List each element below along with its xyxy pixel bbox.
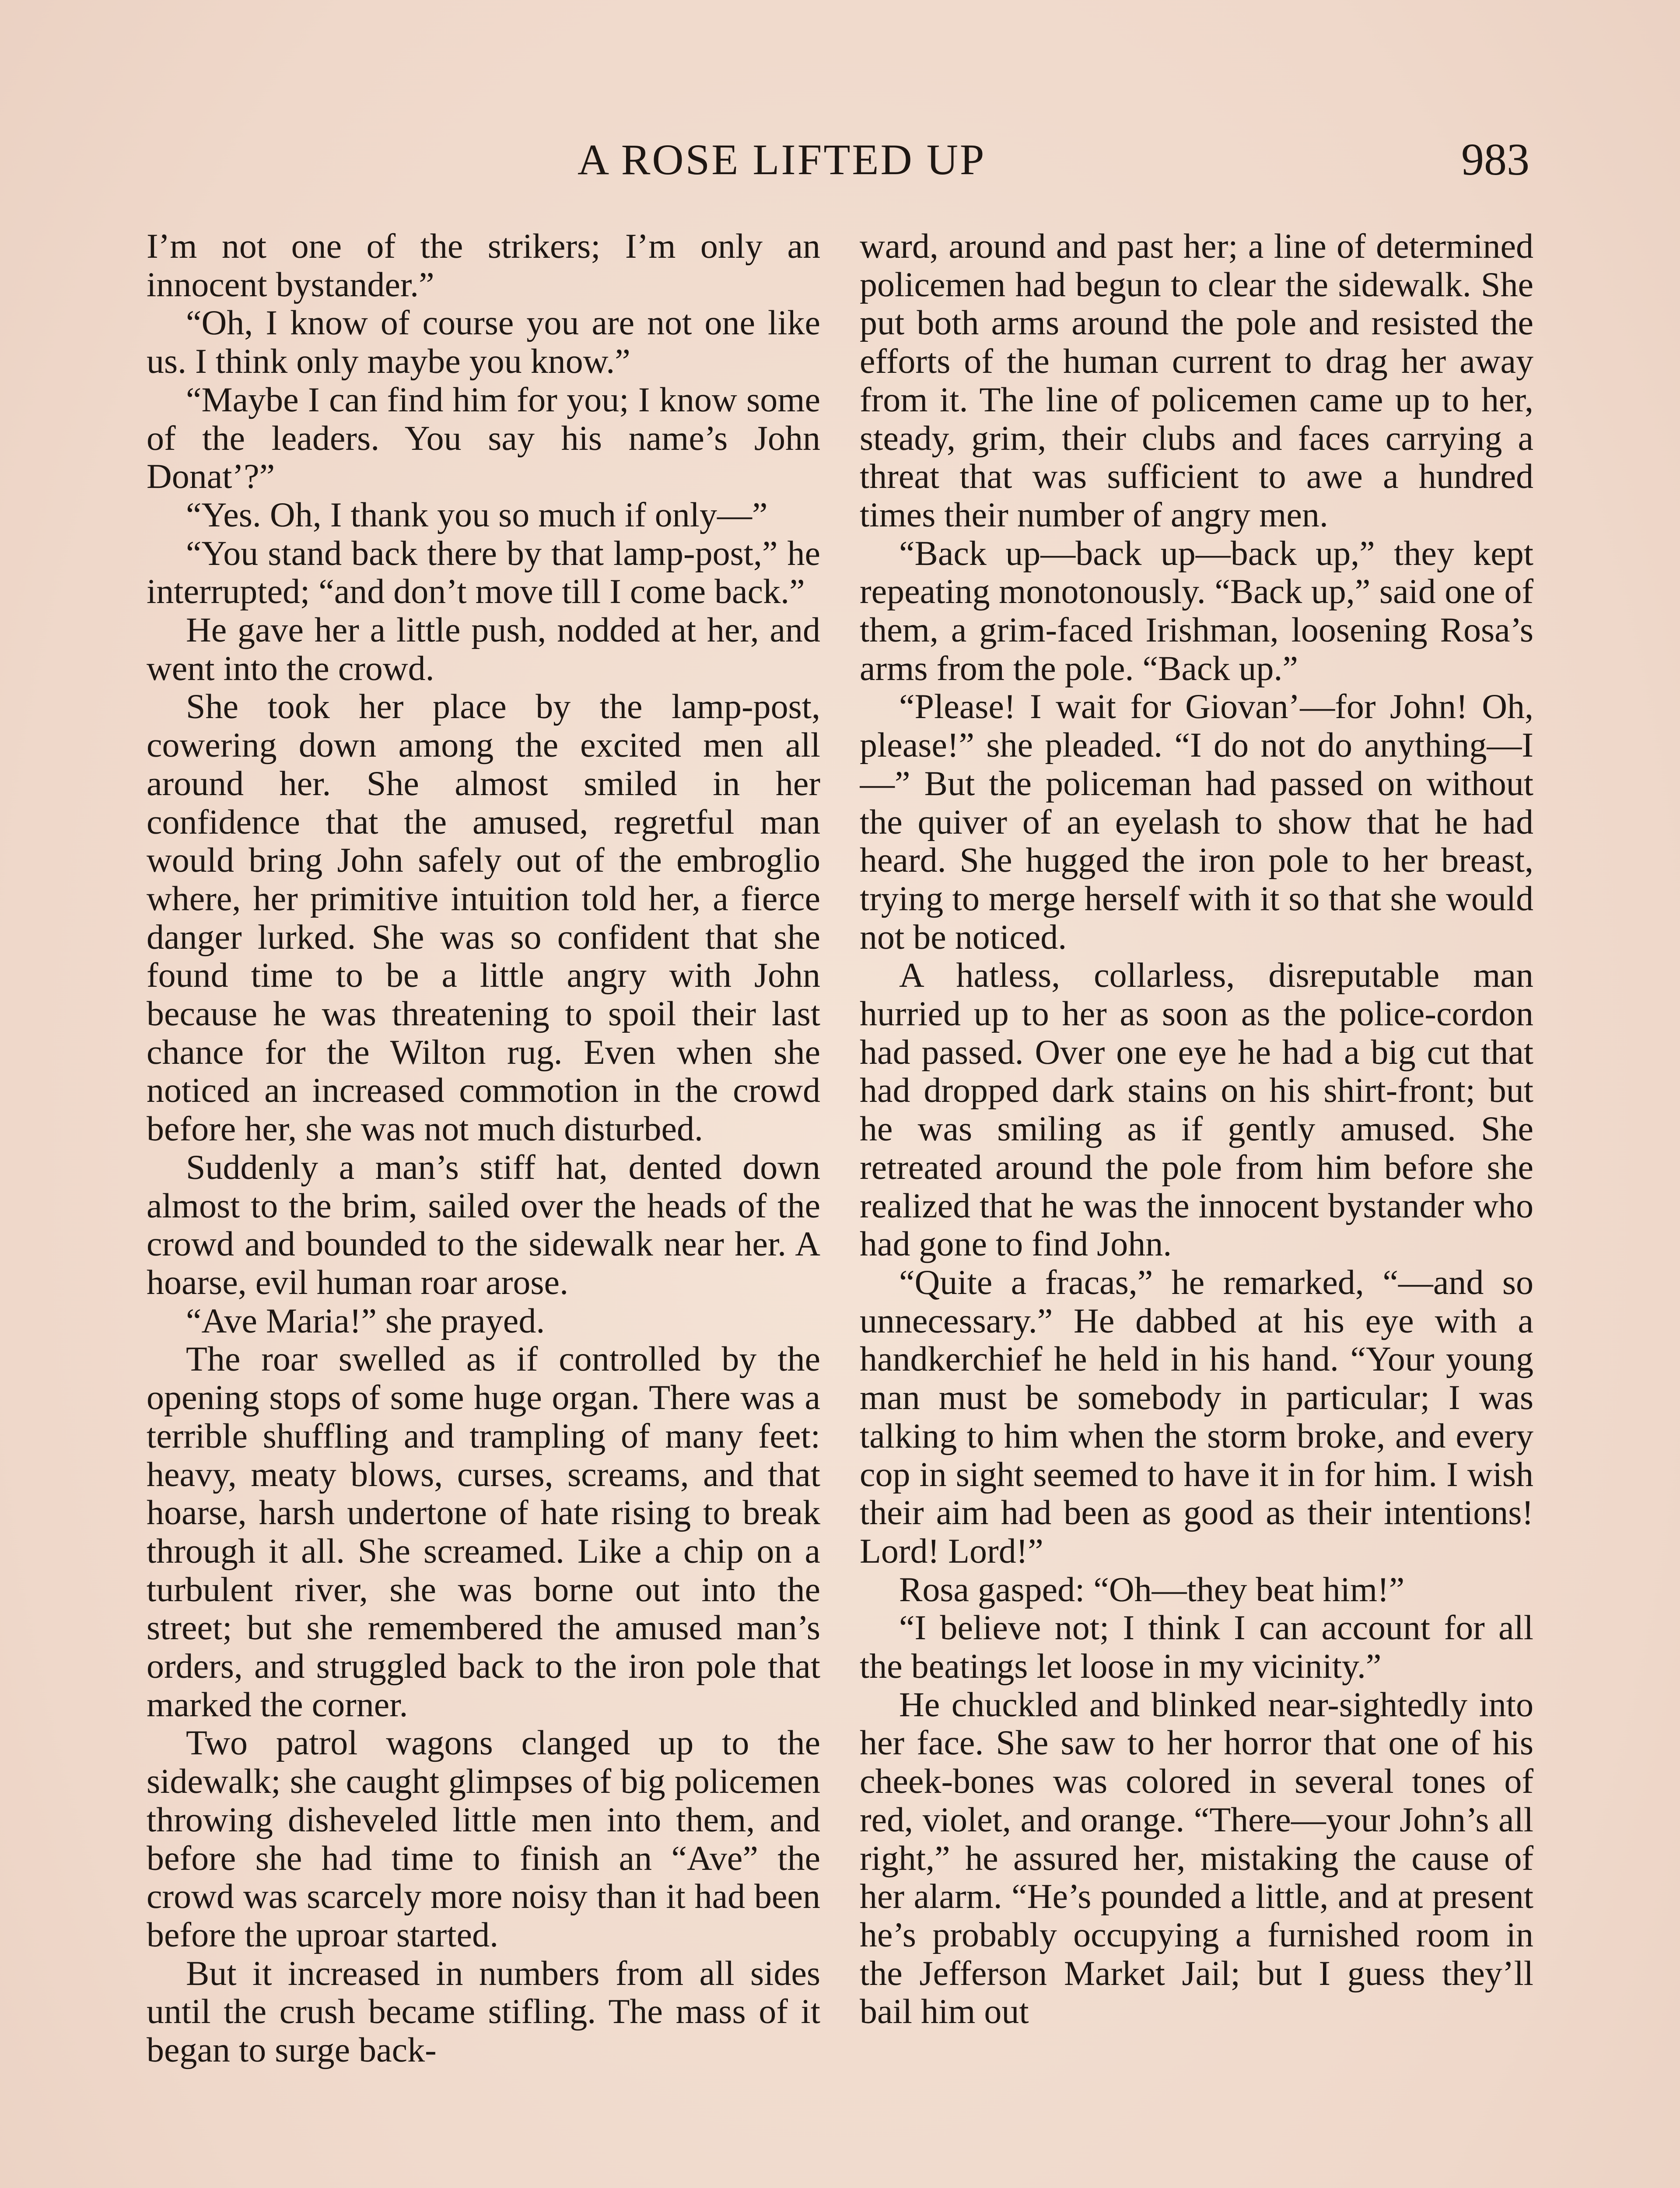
paragraph: He chuckled and blinked near-sightedly into her face. She saw to her horror that one of his cheek-bones was colored in several tones of red, violet, and orange. “There—your John’s all right,” he assured her, mistaking the cause of her alarm. “He’s pounded a little, and at present he’s probably occupying a furnished room in the Jefferson Market Jail; but I guess they’ll bail him out <box>860 1685 1533 2031</box>
page-number: 983 <box>1461 134 1530 185</box>
paragraph: She took her place by the lamp-post, cowering down among the excited men all around her. She almost smiled in her confidence that the amused, regretful man would bring John safely out of the embroglio where, her primitive intuition told her, a fierce danger lurked. She was so confident that she found time to be a little angry with John because he was threatening to spoil their last chance for the Wilton rug. Even when she noticed an increased commotion in the crowd before her, she was not much disturbed. <box>147 687 820 1149</box>
paragraph: The roar swelled as if controlled by the opening stops of some huge organ. There was a terrible shuffling and trampling of many feet: heavy, meaty blows, curses, screams, and that hoarse, harsh undertone of hate rising to break through it all. She screamed. Like a chip on a turbulent river, she was borne out into the street; but she remembered the amused man’s orders, and struggled back to the iron pole that marked the corner. <box>147 1340 820 1724</box>
paragraph: “Please! I wait for Giovan’—for John! Oh, please!” she pleaded. “I do not do anything—I—” But the policeman had passed on without the quiver of an eyelash to show that he had heard. She hugged the iron pole to her breast, trying to merge herself with it so that she would not be noticed. <box>860 687 1533 957</box>
page-header <box>0 131 1680 193</box>
paragraph: Rosa gasped: “Oh—they beat him!” <box>899 1570 1405 1609</box>
paragraph: I’m not one of the strikers; I’m only an innocent bystander.” <box>147 228 820 304</box>
paragraph: “Oh, I know of course you are not one like us. I think only maybe you know.” <box>147 304 820 381</box>
text-column-right <box>860 228 1533 2188</box>
paragraph: “You stand back there by that lamp-post,” he interrupted; “and don’t move till I come back.” <box>147 534 820 611</box>
paragraph: ward, around and past her; a line of determined policemen had begun to clear the sidewalk. She put both arms around the pole and resisted the efforts of the human current to drag her away from it. The line of policemen came up to her, steady, grim, their clubs and faces carrying a threat that was sufficient to awe a hundred times their number of angry men. <box>860 228 1533 534</box>
paragraph: “Maybe I can find him for you; I know some of the leaders. You say his name’s John Donat’?” <box>147 380 820 496</box>
paragraph: Suddenly a man’s stiff hat, dented down almost to the brim, sailed over the heads of the crowd and bounded to the sidewalk near her. A hoarse, evil human roar arose. <box>147 1148 820 1302</box>
paragraph: Two patrol wagons clanged up to the sidewalk; she caught glimpses of big policemen throwing disheveled little men into them, and before she had time to finish an “Ave” the crowd was scarcely more noisy than it had been before the uproar started. <box>147 1724 820 1954</box>
running-title: A ROSE LIFTED UP <box>578 135 986 184</box>
text-column-left <box>147 228 820 2188</box>
paragraph: A hatless, collarless, disreputable man hurried up to her as soon as the police-cordon had passed. Over one eye he had a big cut that had dropped dark stains on his shirt-front; but he was smiling as if gently amused. She retreated around the pole from him before she realized that he was the innocent bystander who had gone to find John. <box>860 956 1533 1264</box>
paragraph: He gave her a little push, nodded at her, and went into the crowd. <box>147 611 820 688</box>
paragraph: But it increased in numbers from all sides until the crush became stifling. The mass of it began to surge back- <box>147 1954 820 2070</box>
paragraph: “Ave Maria!” she prayed. <box>186 1301 545 1340</box>
paragraph: “Back up—back up—back up,” they kept repeating monotonously. “Back up,” said one of them, a grim-faced Irishman, loosening Rosa’s arms from the pole. “Back up.” <box>860 534 1533 688</box>
paragraph: “Yes. Oh, I thank you so much if only—” <box>186 495 768 534</box>
paragraph: “Quite a fracas,” he remarked, “—and so unnecessary.” He dabbed at his eye with a handkerchief he held in his hand. “Your young man must be somebody in particular; I was talking to him when the storm broke, and every cop in sight seemed to have it in for him. I wish their aim had been as good as their intentions! Lord! Lord!” <box>860 1263 1533 1571</box>
paragraph: “I believe not; I think I can account for all the beatings let loose in my vicinity.” <box>860 1609 1533 1686</box>
